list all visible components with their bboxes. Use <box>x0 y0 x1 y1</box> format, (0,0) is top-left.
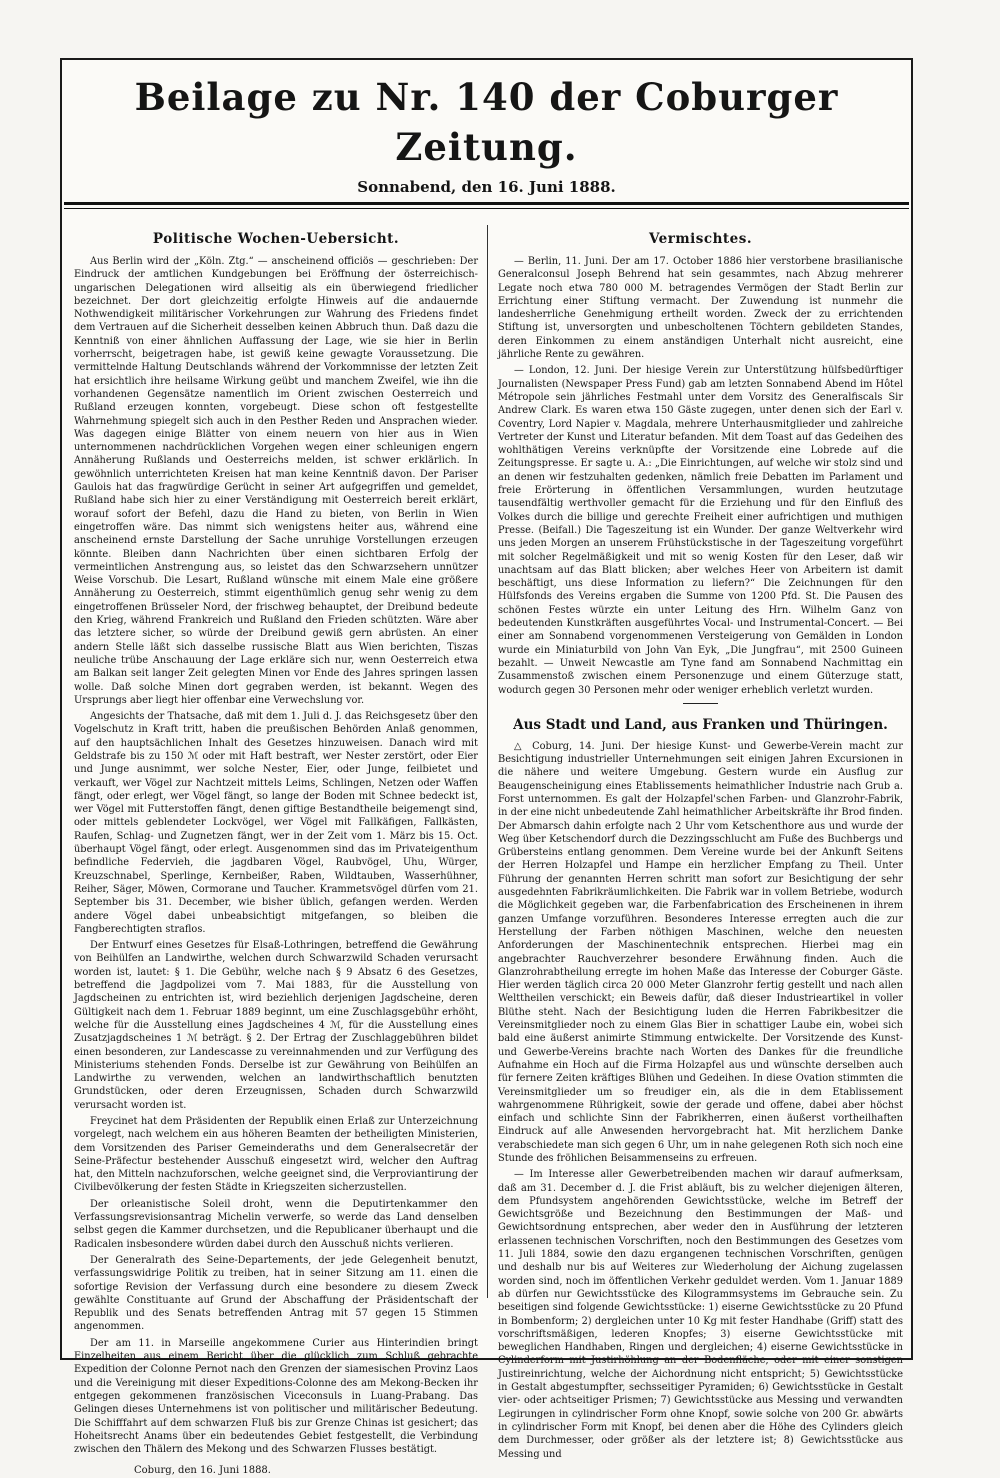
article-paragraph: Der orleanistische Soleil droht, wenn die Deputirtenkammer den Verfassungsrevisionsantrag Michelin verwerfe, so werde das Land denselben selbst gegen die Kammer durchsetzen, und die Republicaner überhaupt und die Radicalen insbesondere würden dabei durch den Ausschuß nichts verlieren. <box>74 1198 478 1250</box>
masthead-rule-thin <box>64 208 909 209</box>
right-column <box>498 218 903 1460</box>
column-divider <box>487 225 488 1298</box>
article-paragraph: Der am 11. in Marseille angekommene Curier aus Hinterindien bringt Einzelheiten aus einem Bericht über die glücklich zum Schluß gebrachte Expedition der Colonne Pernot nach den Grenzen der siamesischen Provinz Laos und die Vereinigung mit dieser Expeditions-Colonne des am Mekong-Becken ihr entgegen gekommenen französischen Viceconsuls in Luang-Prabang. Das Gelingen dieses Unternehmens ist von politischer und militärischer Bedeutung. Die Schifffahrt auf dem schwarzen Fluß bis zur Grenze Chinas ist gesichert; das Hoheitsrecht Anams über ein bedeutendes Gebiet festgestellt, die Verbindung zwischen den Thälern des Mekong und des Schwarzen Flusses bestätigt. <box>74 1337 478 1456</box>
section-heading-local: Aus Stadt und Land, aus Franken und Thüringen. <box>513 716 888 733</box>
masthead-rule-thick <box>64 202 909 205</box>
section-separator <box>683 703 718 704</box>
newspaper-title: Beilage zu Nr. 140 der Coburger Zeitung. <box>134 75 839 169</box>
article-paragraph: — Berlin, 11. Juni. Der am 17. October 1886 hier verstorbene brasilianische Generalconsul Joseph Behrend hat sein gesammtes, nach Abzug mehrerer Legate noch etwa 780 000 M. betragendes Vermögen der Stadt Berlin zur Errichtung einer Stiftung vermacht. Der Zuwendung ist nunmehr die landesherrliche Genehmigung ertheilt worden. Zweck der zu errichtenden Stiftung ist, unversorgten und unbescholtenen Töchtern gebildeten Standes, deren Einkommen zu einem anständigen Unterhalt nicht ausreicht, eine jährliche Rente zu gewähren. <box>498 256 903 361</box>
newspaper-page <box>60 58 913 1477</box>
article-paragraph: — London, 12. Juni. Der hiesige Verein zur Unterstützung hülfsbedürftiger Journalisten (Newspaper Press Fund) gab am letzten Sonnabend Abend im Hôtel Métropole sein jährliches Festmahl unter dem Vorsitz des Generalfiscals Sir Andrew Clark. Es waren etwa 150 Gäste zugegen, unter denen sich der Earl v. Coventry, Lord Napier v. Magdala, mehrere Unterhausmitglieder und zahlreiche Vertreter der Kunst und Literatur befanden. Mit dem Toast auf das Gedeihen des wohlthätigen Vereins verknüpfte der Vorsitzende eine Lobrede auf die Zeitungspresse. Er sagte u. A.: „Die Einrichtungen, auf welche wir stolz sind und an denen wir festzuhalten gedenken, nämlich freie Debatten im Parlament und freie Erörterung in öffentlichen Versammlungen, wurden heutzutage tausendfältig werthvoller gemacht für die Erziehung und für den Einfluß des Volkes durch die billige und gerechte Freiheit einer aufrichtigen und muthigen Presse. (Beifall.) Die Tageszeitung ist ein Wunder. Der ganze Weltverkehr wird uns jeden Morgen an unserem Frühstückstische in der Tageszeitung vorgeführt mit solcher Regelmäßigkeit und mit so wenig Kosten für den Leser, daß wir unachtsam auf das Blatt blicken; aber welches Heer von Arbeitern ist damit beschäftigt, uns diese Information zu liefern?“ Die Zeichnungen für den Hülfsfonds des Vereins ergaben die Summe von 1200 Pfd. St. Die Pausen des schönen Festes würzte ein unter Leitung des Hrn. Wilhelm Ganz von bedeutenden Kunstkräften ausgeführtes Vocal- und Instrumental-Concert. — Bei einer am Sonnabend vorgenommenen Versteigerung von Gemälden in London wurde ein Miniaturbild von John Van Eyk, „Die Jungfrau“, mit 2500 Guineen bezahlt. — Unweit Newcastle am Tyne fand am Sonnabend Nachmittag ein Zusammenstoß zwischen einem Personenzuge und einem Güterzuge statt, wodurch gegen 30 Personen mehr oder weniger erheblich verletzt wurden. <box>498 365 903 696</box>
section-heading-politics: Politische Wochen-Uebersicht. <box>152 231 400 247</box>
article-paragraph: Aus Berlin wird der „Köln. Ztg.“ — anscheinend officiös — geschrieben: Der Eindruck der amtlichen Kundgebungen bei Eröffnung der österreichisch-ungarischen Delegationen wird allseitig als ein überwiegend friedlicher bezeichnet. Der dort gleichzeitig erfolgte Hinweis auf die andauernde Nothwendigkeit militärischer Vorkehrungen zur Wahrung des Friedens findet dem Vertrauen auf die Sicherheit desselben keinen Abbruch thun. Daß dazu die Kenntniß von einer ähnlichen Auffassung der Lage, wie sie hier in Berlin vorherrscht, beigetragen habe, ist gewiß keine gewagte Voraussetzung. Die vermittelnde Haltung Deutschlands während der Vorkommnisse der letzten Zeit hat ersichtlich ihre heilsame Wirkung geübt und manchem Zweifel, wie ihn die vorhandenen Gegensätze namentlich im Orient zwischen Oesterreich und Rußland erzeugen konnten, vorgebeugt. Diese schon oft festgestellte Wahrnehmung spiegelt sich auch in den Pesther Reden und Ansprachen wieder. Was dagegen einige Blätter von einem neuern von hier aus in Wien unternommenen nachdrücklichen Vorgehen wegen einer schleunigen engern Annäherung Rußlands und Oesterreichs melden, ist schwer erklärlich. In gewöhnlich unterrichteten Kreisen hat man keine Kenntniß davon. Der Pariser Gaulois hat das fragwürdige Gerücht in seiner Art aufgegriffen und gemeldet, Rußland habe sich hier zu einer Verständigung mit Oesterreich bereit erklärt, worauf sofort der Befehl, dazu die Hand zu bieten, von Berlin in Wien eingetroffen wäre. Das nimmt sich wenigstens heiter aus, während eine anscheinend ernste Darstellung der Sache unruhige Vorstellungen erzeugen könnte. Bleiben dann Nachrichten über einen sichtbaren Erfolg der vermeintlichen Anstrengung aus, so leistet das den Schwarzsehern unnützer Weise Vorschub. Die Lesart, Rußland wünsche mit einem Male eine größere Annäherung zu Oesterreich, stimmt eigenthümlich genug sehr wenig zu dem eingetroffenen Brüsseler Nord, der frischweg behauptet, der Dreibund bedeute den Krieg, während Frankreich und Rußland den Frieden schützten. Wäre aber das letztere sicher, so würde der Dreibund gewiß gern abrüsten. An einer andern Stelle läßt sich dasselbe russische Blatt aus Wien berichten, Tiszas neuliche trübe Anschauung der Lage erkläre sich nur, wenn Oesterreich etwa am Balkan seit langer Zeit gelegten Minen vor Ende des Jahres springen lassen wolle. Daß solche Minen dort gegraben werden, ist bekannt. Wegen des Ursprungs aber liegt hier offenbar eine Verwechslung vor. <box>74 256 478 706</box>
article-paragraph: Angesichts der Thatsache, daß mit dem 1. Juli d. J. das Reichsgesetz über den Vogelschutz in Kraft tritt, haben die preußischen Behörden Anlaß genommen, auf den hauptsächlichen Inhalt des Gesetzes hinzuweisen. Danach wird mit Geldstrafe bis zu 150 ℳ oder mit Haft bestraft, wer Nester zerstört, oder Eier und Junge ausnimmt, wer solche Nester, Eier, oder Junge, feilbietet und verkauft, wer Vögel zur Nachtzeit mittels Leims, Schlingen, Netzen oder Waffen fängt, oder erlegt, wer Vögel fängt, so lange der Boden mit Schnee bedeckt ist, wer Vögel mit Futterstoffen fängt, denen giftige Bestandtheile beigemengt sind, oder mittels geblendeter Lockvögel, wer Vögel mit Fallkäfigen, Fallkästen, Raufen, Schlag- und Zugnetzen fängt, wer in der Zeit vom 1. März bis 15. Oct. überhaupt Vögel fängt, oder erlegt. Ausgenommen sind das im Privateigenthum befindliche Federvieh, die jagdbaren Vögel, Raubvögel, Uhu, Würger, Kreuzschnabel, Sperlinge, Kernbeißer, Raben, Wildtauben, Wasserhühner, Reiher, Säger, Möwen, Cormorane und Taucher. Krammetsvögel dürfen vom 21. September bis 31. December, wie bisher üblich, gefangen werden. Werden andere Vögel dabei unbeabsichtigt mitgefangen, so bleiben die Fangberechtigten straflos. <box>74 711 478 935</box>
left-column <box>74 218 478 1477</box>
article-paragraph: Freycinet hat dem Präsidenten der Republik einen Erlaß zur Unterzeichnung vorgelegt, nach welchem ein aus höheren Beamten der betheiligten Ministerien, dem Vorsitzenden des Pariser Gemeinderaths und dem Generalsecretär der Seine-Präfectur bestehender Ausschuß eingesetzt wird, welcher den Auftrag hat, den Mitteln nachzuforschen, welche geeignet sind, die Verproviantirung der Civilbevölkerung der festen Städte in Kriegszeiten sicherzustellen. <box>74 1116 478 1194</box>
article-paragraph: Der Generalrath des Seine-Departements, der jede Gelegenheit benutzt, verfassungswidrige Politik zu treiben, hat in seiner Sitzung am 11. einen die sofortige Revision der Verfassung durch eine besondere zu diesem Zweck gewählte Constituante auf Grund der Abschaffung der Präsidentschaft der Republik und des Senats betreffenden Antrag mit 57 gegen 15 Stimmen angenommen. <box>74 1254 478 1333</box>
article-paragraph: Der Entwurf eines Gesetzes für Elsaß-Lothringen, betreffend die Gewährung von Beihülfen an Landwirthe, welchen durch Schwarzwild Schaden verursacht worden ist, lautet: § 1. Die Gebühr, welche nach § 9 Absatz 6 des Gesetzes, betreffend die Jagdpolizei vom 7. Mai 1883, für die Ausstellung von Jagdscheinen zu entrichten ist, wird beziehlich derjenigen Jagdscheine, deren Gültigkeit nach dem 1. Februar 1889 beginnt, um eine Zuschlagsgebühr erhöht, welche für die Ausstellung eines Jagdscheines 4 ℳ, für die Ausstellung eines Zusatzjagdscheines 1 ℳ beträgt. § 2. Der Ertrag der Zuschlaggebühren bildet einen besonderen, zur Landescasse zu vereinnahmenden und zur Verfügung des Ministeriums stehenden Fonds. Derselbe ist zur Gewährung von Beihülfen an Landwirthe zu verwenden, welchen an landwirthschaftlich benutzten Grundstücken, oder deren Erzeugnissen, Schaden durch Schwarzwild verursacht worden ist. <box>74 940 478 1111</box>
masthead <box>62 60 911 198</box>
issue-date: Sonnabend, den 16. Juni 1888. <box>357 178 616 196</box>
dateline-signature: Coburg, den 16. Juni 1888. <box>134 1465 271 1477</box>
section-heading-miscellaneous: Vermischtes. <box>648 231 753 247</box>
article-paragraph: — Im Interesse aller Gewerbetreibenden machen wir darauf aufmerksam, daß am 31. December d. J. die Frist abläuft, bis zu welcher diejenigen älteren, dem Pfundsystem angehörenden Gewichtsstücke, welche im Betreff der Gewichtsgröße und Bezeichnung den Bestimmungen der Maß- und Gewichtsordnung entsprechen, aber weder den in Ausführung der letzteren erlassenen technischen Vorschriften, noch den Bestimmungen des Gesetzes vom 11. Juli 1884, sowie den dazu ergangenen technischen Vorschriften, genügen und deshalb nur bis auf Weiteres zur Wiederholung der Aichung zugelassen worden sind, noch im öffentlichen Verkehr geduldet werden. Vom 1. Januar 1889 ab dürfen nur Gewichtsstücke des Kilogrammsystems im Gebrauche sein. Zu beseitigen sind folgende Gewichtsstücke: 1) eiserne Gewichtsstücke zu 20 Pfund in Bombenform; 2) dergleichen unter 10 Kg mit fester Handhabe (Griff) statt des vorschriftsmäßigen, lederen Knopfes; 3) eiserne Gewichtsstücke mit beweglichen Handhaben, Ringen und dergleichen; 4) eiserne Gewichtsstücke in Cylinderform mit Justirhöhlung an der Bodenfläche, oder mit einer sonstigen Justireinrichtung, welche der Aichordnung nicht entspricht; 5) Gewichtsstücke in Gestalt abgestumpfter, sechsseitiger Pyramiden; 6) Gewichtsstücke in Gestalt vier- oder achtseitiger Prismen; 7) Gewichtsstücke aus Messing und verwandten Legirungen in cylindrischer Form ohne Knopf, sowie solche von 200 Gr. abwärts in cylindrischer Form mit Knopf, bei denen aber die Höhe des Cylinders gleich dem Durchmesser, oder größer als der letztere ist; 8) Gewichtsstücke aus Messing und <box>498 1169 903 1460</box>
article-paragraph: △ Coburg, 14. Juni. Der hiesige Kunst- und Gewerbe-Verein macht zur Besichtigung industrieller Unternehmungen seit einigen Jahren Excursionen in die nähere und weitere Umgebung. Gestern wurde ein Ausflug zur Beaugenscheinigung eines Etablissements heimathlicher Industrie nach Grub a. Forst unternommen. Es galt der Holzapfel'schen Farben- und Glanzrohr-Fabrik, in der eine nicht unbedeutende Zahl heimathlicher Arbeitskräfte ihr Brod finden. Der Abmarsch dahin erfolgte nach 2 Uhr vom Ketschenthore aus und wurde der Weg über Ketschendorf durch die Dezzingsschlucht am Fuße des Buchbergs und Grübersteins entlang genommen. Dem Vereine wurde bei der Ankunft Seitens der Herren Holzapfel und Hampe ein herzlicher Empfang zu Theil. Unter Führung der genannten Herren schritt man sofort zur Besichtigung der sehr ausgedehnten Fabrikräumlichkeiten. Die Fabrik war in vollem Betriebe, wodurch die Möglichkeit gegeben war, die Farbenfabrication des Erscheinenen in ihrem ganzen Umfange vorzuführen. Besonderes Interesse erregten auch die zur Herstellung der Farben nöthigen Maschinen, welche den neuesten Anforderungen der Maschinentechnik entsprechen. Hierbei mag ein angebrachter Rauchverzehrer besondere Erwähnung finden. Auch die Glanzrohrabtheilung erregte im hohen Maße das Interesse der Coburger Gäste. Hier werden täglich circa 20 000 Meter Glanzrohr fertig gestellt und nach allen Welttheilen verschickt; ein Beweis dafür, daß dieser Industrieartikel in voller Blüthe steht. Nach der Besichtigung luden die Herren Fabrikbesitzer die Vereinsmitglieder noch zu einem Glas Bier in schattiger Laube ein, wobei sich bald eine äußerst animirte Stimmung entwickelte. Der Vorsitzende des Kunst- und Gewerbe-Vereins brachte nach Worten des Dankes für die freundliche Aufnahme ein Hoch auf die Firma Holzapfel aus und wünschte derselben auch für fernere Zeiten kräftiges Blühen und Gedeihen. In diese Ovation stimmten die Vereinsmitglieder um so freudiger ein, als die in dem Etablissement wahrgenommene Rührigkeit, sowie der gerade und offene, dabei aber höchst einfach und schlichte Sinn der Fabrikherren, einen äußerst vortheilhaften Eindruck auf alle Anwesenden hervorgebracht hat. Mit herzlichem Danke verabschiedete man sich gegen 6 Uhr, um in nahe gelegenen Roth sich noch eine Stunde des fröhlichen Beisammenseins zu erfreuen. <box>498 740 903 1164</box>
